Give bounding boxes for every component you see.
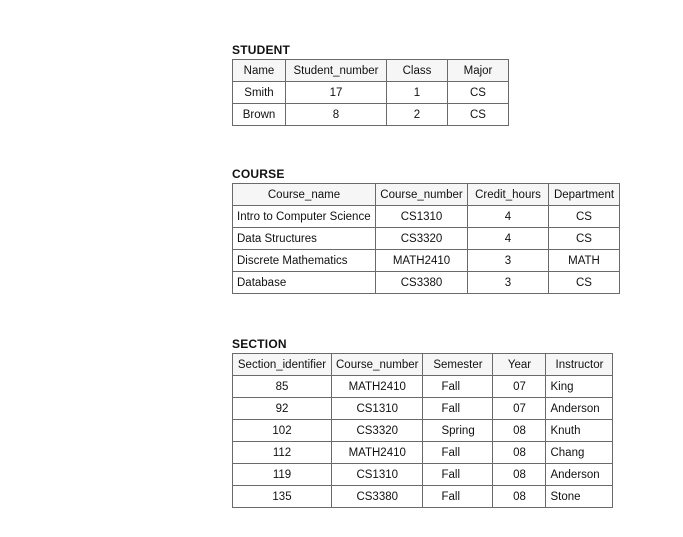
table-row bbox=[233, 486, 613, 508]
course-header-course-number: Course_number bbox=[376, 184, 468, 206]
section-identifier-cell: 112 bbox=[233, 442, 332, 464]
section-identifier-cell: 135 bbox=[233, 486, 332, 508]
section-identifier-cell: 92 bbox=[233, 398, 332, 420]
course-credit-hours-cell: 4 bbox=[468, 206, 549, 228]
section-course-number-cell: MATH2410 bbox=[332, 376, 423, 398]
student-class-cell: 1 bbox=[387, 82, 448, 104]
table-row bbox=[233, 420, 613, 442]
section-header-section-identifier: Section_identifier bbox=[233, 354, 332, 376]
course-number-cell: MATH2410 bbox=[376, 250, 468, 272]
section-semester-cell: Fall bbox=[423, 376, 493, 398]
student-major-cell: CS bbox=[448, 104, 509, 126]
student-title: STUDENT bbox=[232, 43, 291, 57]
course-block bbox=[232, 167, 620, 294]
section-header-course-number: Course_number bbox=[332, 354, 423, 376]
section-semester-cell: Fall bbox=[423, 442, 493, 464]
course-department-cell: CS bbox=[549, 206, 620, 228]
student-header-major: Major bbox=[448, 60, 509, 82]
table-row bbox=[233, 250, 620, 272]
course-title: COURSE bbox=[232, 167, 285, 181]
section-header-row bbox=[233, 354, 613, 376]
section-table bbox=[232, 353, 613, 508]
student-header-class: Class bbox=[387, 60, 448, 82]
section-course-number-cell: MATH2410 bbox=[332, 442, 423, 464]
table-row bbox=[233, 228, 620, 250]
section-year-cell: 08 bbox=[493, 486, 546, 508]
course-number-cell: CS3380 bbox=[376, 272, 468, 294]
course-header-credit-hours: Credit_hours bbox=[468, 184, 549, 206]
section-header-year: Year bbox=[493, 354, 546, 376]
section-identifier-cell: 119 bbox=[233, 464, 332, 486]
section-instructor-cell: Chang bbox=[546, 442, 613, 464]
student-major-cell: CS bbox=[448, 82, 509, 104]
course-department-cell: CS bbox=[549, 272, 620, 294]
student-header-student-number: Student_number bbox=[286, 60, 387, 82]
student-header-name: Name bbox=[233, 60, 286, 82]
section-year-cell: 07 bbox=[493, 376, 546, 398]
section-title: SECTION bbox=[232, 337, 287, 351]
section-year-cell: 08 bbox=[493, 464, 546, 486]
section-year-cell: 08 bbox=[493, 420, 546, 442]
course-credit-hours-cell: 3 bbox=[468, 250, 549, 272]
section-identifier-cell: 102 bbox=[233, 420, 332, 442]
student-class-cell: 2 bbox=[387, 104, 448, 126]
section-course-number-cell: CS3320 bbox=[332, 420, 423, 442]
course-credit-hours-cell: 4 bbox=[468, 228, 549, 250]
course-number-cell: CS1310 bbox=[376, 206, 468, 228]
section-block bbox=[232, 337, 613, 508]
course-department-cell: CS bbox=[549, 228, 620, 250]
section-semester-cell: Spring bbox=[423, 420, 493, 442]
table-row bbox=[233, 376, 613, 398]
section-instructor-cell: Stone bbox=[546, 486, 613, 508]
student-name-cell: Smith bbox=[233, 82, 286, 104]
table-row bbox=[233, 464, 613, 486]
student-block bbox=[232, 43, 509, 126]
course-credit-hours-cell: 3 bbox=[468, 272, 549, 294]
student-table bbox=[232, 59, 509, 126]
table-row bbox=[233, 272, 620, 294]
section-identifier-cell: 85 bbox=[233, 376, 332, 398]
student-number-cell: 8 bbox=[286, 104, 387, 126]
student-name-cell: Brown bbox=[233, 104, 286, 126]
section-year-cell: 07 bbox=[493, 398, 546, 420]
course-name-cell: Discrete Mathematics bbox=[233, 250, 376, 272]
table-row bbox=[233, 82, 509, 104]
course-header-department: Department bbox=[549, 184, 620, 206]
table-row bbox=[233, 398, 613, 420]
section-header-instructor: Instructor bbox=[546, 354, 613, 376]
section-instructor-cell: King bbox=[546, 376, 613, 398]
table-row bbox=[233, 104, 509, 126]
section-course-number-cell: CS1310 bbox=[332, 464, 423, 486]
course-name-cell: Data Structures bbox=[233, 228, 376, 250]
section-instructor-cell: Anderson bbox=[546, 464, 613, 486]
table-row bbox=[233, 442, 613, 464]
section-instructor-cell: Knuth bbox=[546, 420, 613, 442]
section-semester-cell: Fall bbox=[423, 486, 493, 508]
student-number-cell: 17 bbox=[286, 82, 387, 104]
table-row bbox=[233, 206, 620, 228]
section-header-semester: Semester bbox=[423, 354, 493, 376]
course-header-row bbox=[233, 184, 620, 206]
section-course-number-cell: CS1310 bbox=[332, 398, 423, 420]
section-semester-cell: Fall bbox=[423, 398, 493, 420]
course-table bbox=[232, 183, 620, 294]
course-header-course-name: Course_name bbox=[233, 184, 376, 206]
section-course-number-cell: CS3380 bbox=[332, 486, 423, 508]
section-year-cell: 08 bbox=[493, 442, 546, 464]
section-instructor-cell: Anderson bbox=[546, 398, 613, 420]
course-number-cell: CS3320 bbox=[376, 228, 468, 250]
course-name-cell: Intro to Computer Science bbox=[233, 206, 376, 228]
section-semester-cell: Fall bbox=[423, 464, 493, 486]
course-name-cell: Database bbox=[233, 272, 376, 294]
course-department-cell: MATH bbox=[549, 250, 620, 272]
student-header-row bbox=[233, 60, 509, 82]
